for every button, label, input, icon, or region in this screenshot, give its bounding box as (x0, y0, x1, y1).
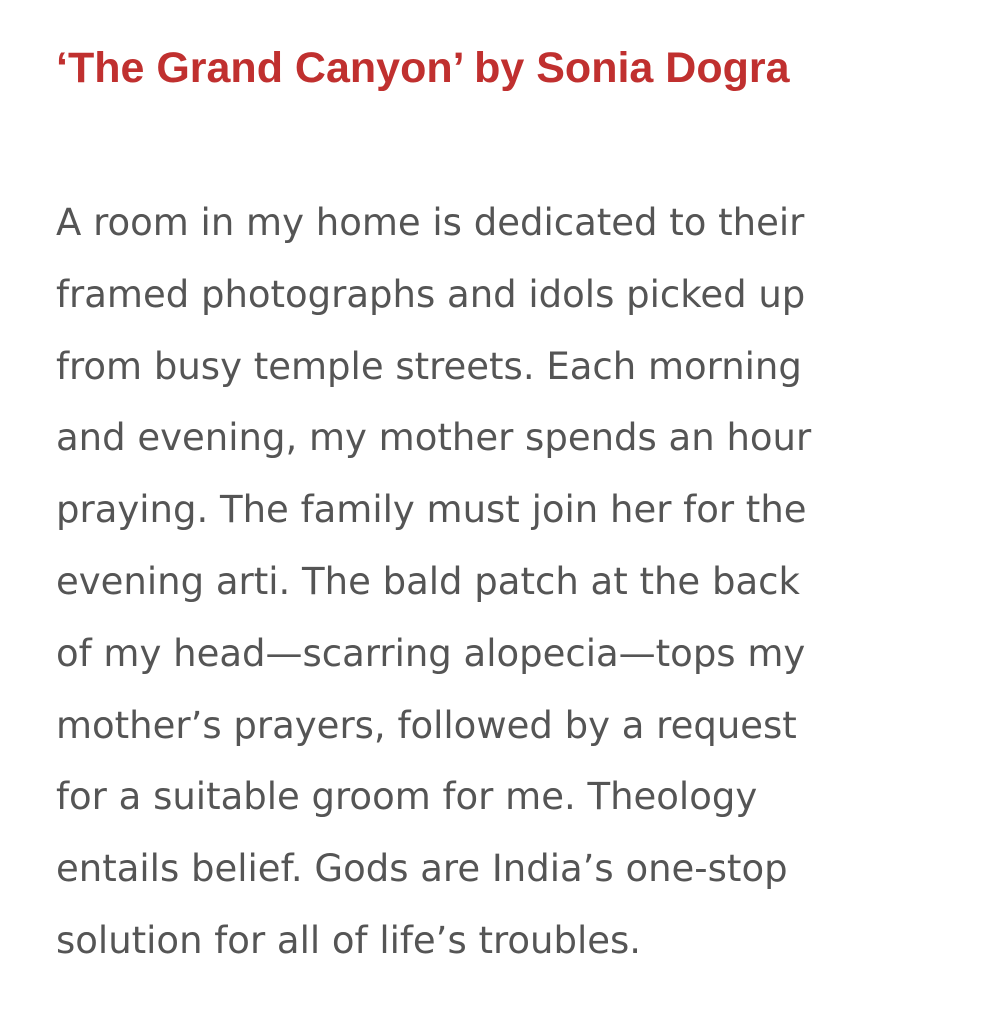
paragraph-line: praying. The family must join her for the (56, 488, 807, 532)
paragraph-line: A room in my home is dedicated to their (56, 201, 805, 244)
paragraph-line: solution for all of life’s troubles. (56, 918, 642, 962)
article-paragraph (56, 187, 950, 977)
paragraph-line: mother’s prayers, followed by a request (56, 703, 797, 747)
paragraph-line: for a suitable groom for me. Theology (56, 775, 758, 819)
paragraph-line: from busy temple streets. Each morning (56, 344, 802, 388)
paragraph-line: evening arti. The bald patch at the back (56, 559, 800, 603)
article-title: ‘The Grand Canyon’ by Sonia Dogra (56, 44, 790, 92)
paragraph-line: and evening, my mother spends an hour (56, 416, 812, 460)
paragraph-line: framed photographs and idols picked up (56, 272, 806, 316)
paragraph-line: entails belief. Gods are India’s one-stop (56, 847, 788, 891)
paragraph-line: of my head—scarring alopecia—tops my (56, 631, 806, 675)
